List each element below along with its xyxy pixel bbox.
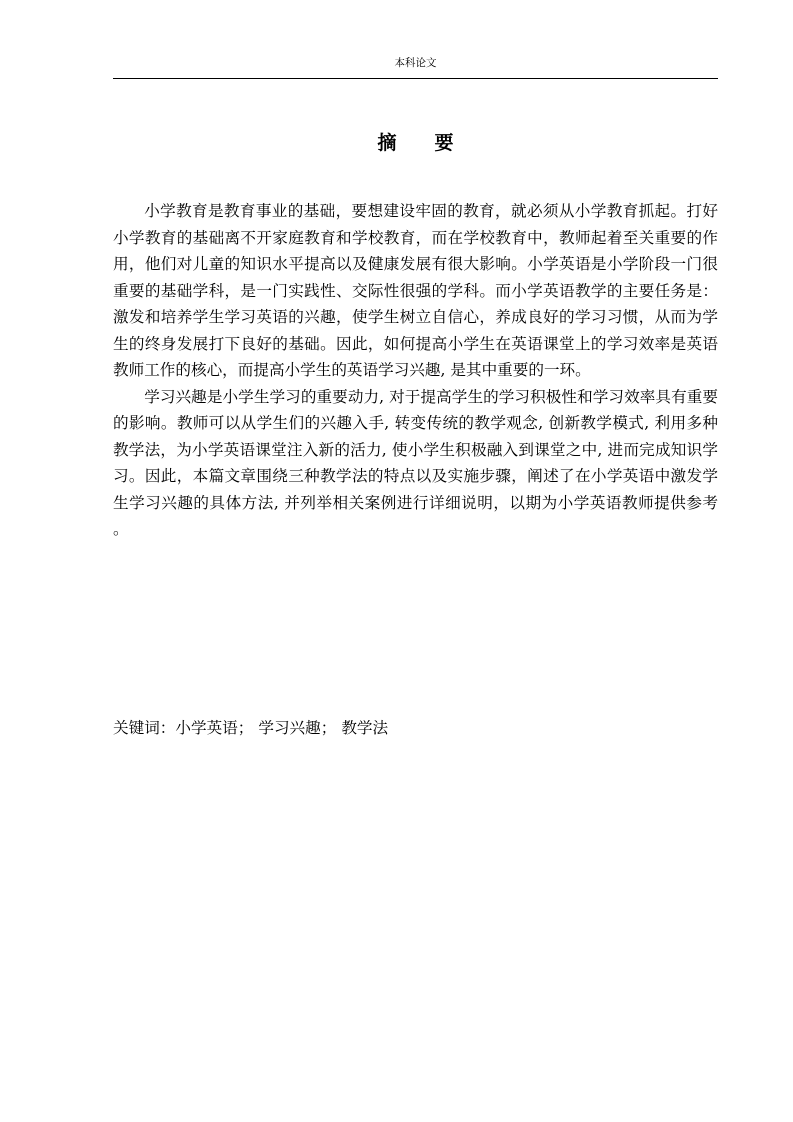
keyword-2: 学习兴趣 [258, 719, 321, 737]
keywords-label: 关键词： [113, 719, 176, 737]
keyword-3: 教学法 [341, 719, 389, 737]
abstract-body [113, 198, 718, 543]
abstract-paragraph-2: 学习兴趣是小学生学习的重要动力, 对于提高学生的学习积极性和学习效率具有重要的影响。教师可以从学生们的兴趣入手, 转变传统的教学观念, 创新教学模式, 利用多种教学法，为小学英语课堂注入新的活力, 使小学生积极融入到课堂之中, 进而完成知识学习。因此，本篇文章围绕三种教学法的特点以及实施步骤，阐述了在小学英语中激发学生学习兴趣的具体方法, 并列举相关案例进行详细说明，以期为小学英语教师提供参考 。 [113, 387, 718, 538]
keyword-1: 小学英语 [175, 719, 238, 737]
keyword-separator-1: ； [237, 719, 254, 737]
header-text: 本科论文 [394, 57, 437, 69]
keywords-line [113, 715, 718, 741]
keyword-separator-2: ； [320, 719, 337, 737]
abstract-paragraph-1: 小学教育是教育事业的基础，要想建设牢固的教育，就必须从小学教育抓起。打好小学教育的基础离不开家庭教育和学校教育，而在学校教育中，教师起着至关重要的作用，他们对儿童的知识水平提高以及健康发展有很大影响。小学英语是小学阶段一门很重要的基础学科，是一门实践性、交际性很强的学科。而小学英语教学的主要任务是：激发和培养学生学习英语的兴趣，使学生树立自信心，养成良好的学习习惯，从而为学生的终身发展打下良好的基础。因此，如何提高小学生在英语课堂上的学习效率是英语教师工作的核心，而提高小学生的英语学习兴趣, 是其中重要的一环。 [113, 202, 718, 379]
abstract-title: 摘要 [377, 132, 492, 154]
page-header [113, 56, 718, 79]
